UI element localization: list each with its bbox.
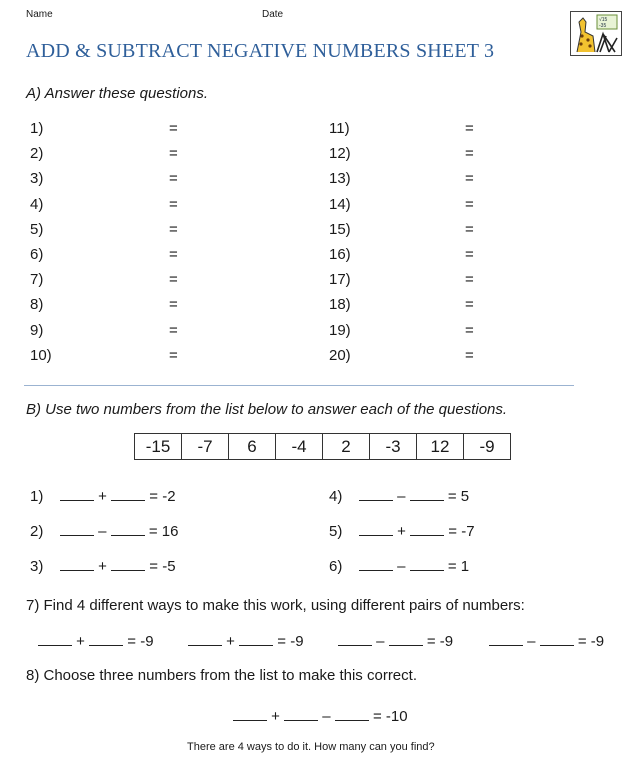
- question-number: 9): [30, 321, 44, 339]
- answer-blank[interactable]: [359, 521, 393, 536]
- answer-blank[interactable]: [359, 486, 393, 501]
- answer-space[interactable]: [183, 349, 273, 367]
- operator: –: [397, 558, 406, 575]
- equals-sign: =: [465, 246, 474, 263]
- question-number: 3): [30, 170, 44, 188]
- answer-space[interactable]: [183, 172, 273, 190]
- question-number: 4): [30, 195, 44, 213]
- number-cell: 12: [417, 434, 464, 460]
- question-number: 4): [329, 488, 343, 505]
- operator: +: [226, 633, 235, 650]
- question-number: 16): [329, 246, 351, 263]
- answer-space[interactable]: [479, 349, 569, 367]
- result: = 16: [148, 523, 179, 540]
- answer-blank[interactable]: [111, 486, 145, 501]
- q7-item: [38, 631, 154, 650]
- answer-space[interactable]: [479, 248, 569, 266]
- giraffe-logo-icon: [571, 12, 621, 55]
- question-number: 17): [329, 271, 351, 289]
- q8-op1: +: [271, 708, 280, 725]
- answer-space[interactable]: [479, 147, 569, 165]
- answer-blank[interactable]: [239, 631, 273, 646]
- equals-sign: =: [169, 246, 178, 263]
- date-label: Date: [262, 9, 284, 20]
- question-number: 5): [30, 220, 44, 238]
- result: = -2: [149, 488, 176, 505]
- answer-blank[interactable]: [89, 631, 123, 646]
- answer-space[interactable]: [479, 273, 569, 291]
- answer-blank[interactable]: [188, 631, 222, 646]
- question-number: 6): [30, 246, 44, 263]
- number-cell: -9: [464, 434, 511, 460]
- question-number: 3): [30, 558, 44, 575]
- equals-sign: =: [169, 271, 178, 289]
- answer-blank[interactable]: [284, 706, 318, 721]
- answer-blank[interactable]: [60, 521, 94, 536]
- equals-sign: =: [169, 120, 178, 137]
- number-list-row: [135, 434, 511, 460]
- q8-text: 8) Choose three numbers from the list to make this correct.: [26, 667, 417, 684]
- question-number: 19): [329, 321, 351, 339]
- answer-blank[interactable]: [60, 556, 94, 571]
- section-b-heading: B) Use two numbers from the list below to answer each of the questions.: [26, 401, 508, 418]
- answer-blank[interactable]: [338, 631, 372, 646]
- answer-space[interactable]: [479, 298, 569, 316]
- question-number: 2): [30, 145, 44, 163]
- operator: –: [98, 523, 107, 540]
- question-number: 1): [30, 488, 44, 505]
- question-number: 5): [329, 523, 343, 540]
- section-b-question: [30, 556, 176, 575]
- number-cell: 2: [323, 434, 370, 460]
- answer-space[interactable]: [183, 122, 273, 140]
- answer-blank[interactable]: [111, 521, 145, 536]
- q8-op2: –: [322, 708, 331, 725]
- answer-blank[interactable]: [540, 631, 574, 646]
- answer-space[interactable]: [183, 248, 273, 266]
- question-number: 18): [329, 296, 351, 314]
- result: = -5: [149, 558, 176, 575]
- question-number: 11): [329, 120, 350, 137]
- question-number: 7): [30, 271, 44, 289]
- equals-sign: =: [169, 145, 178, 163]
- equals-sign: =: [465, 271, 474, 289]
- answer-blank[interactable]: [359, 556, 393, 571]
- answer-blank[interactable]: [335, 706, 369, 721]
- result: = -9: [127, 633, 154, 650]
- answer-blank[interactable]: [489, 631, 523, 646]
- result: = -9: [577, 633, 605, 650]
- answer-space[interactable]: [183, 273, 273, 291]
- result: = -9: [277, 633, 304, 650]
- q8-result: = -10: [372, 708, 408, 725]
- answer-space[interactable]: [183, 223, 273, 241]
- answer-space[interactable]: [183, 147, 273, 165]
- section-b-question: [329, 486, 469, 505]
- section-b-question: [329, 521, 475, 540]
- answer-blank[interactable]: [410, 486, 444, 501]
- equals-sign: =: [169, 195, 178, 213]
- question-number: 10): [30, 346, 52, 364]
- q7-text: 7) Find 4 different ways to make this work, using different pairs of numbers:: [26, 597, 525, 614]
- answer-space[interactable]: [479, 324, 569, 342]
- number-cell: -4: [276, 434, 323, 460]
- number-list-table: [134, 433, 511, 460]
- equals-sign: =: [169, 220, 178, 238]
- answer-blank[interactable]: [60, 486, 94, 501]
- question-number: 15): [329, 220, 351, 238]
- number-list: [134, 433, 511, 460]
- answer-blank[interactable]: [233, 706, 267, 721]
- q7-item: [338, 631, 453, 650]
- section-b-question: [30, 486, 176, 505]
- equals-sign: =: [465, 145, 474, 163]
- q7-item: [188, 631, 304, 650]
- equals-sign: =: [169, 346, 178, 364]
- operator: –: [397, 488, 406, 505]
- equals-sign: =: [465, 220, 474, 238]
- section-a-heading: A) Answer these questions.: [26, 85, 209, 102]
- operator: +: [98, 558, 107, 575]
- operator: +: [98, 488, 107, 505]
- answer-space[interactable]: [479, 172, 569, 190]
- equals-sign: =: [465, 170, 474, 188]
- answer-blank[interactable]: [111, 556, 145, 571]
- question-number: 20): [329, 346, 351, 364]
- answer-blank[interactable]: [410, 556, 444, 571]
- question-number: 1): [30, 120, 44, 137]
- question-number: 14): [329, 195, 351, 213]
- number-cell: -3: [370, 434, 417, 460]
- equals-sign: =: [169, 321, 178, 339]
- name-label: Name: [26, 9, 53, 20]
- logo: [570, 11, 622, 56]
- question-number: 8): [30, 296, 44, 314]
- svg-text:√15: √15: [599, 17, 608, 23]
- result: = -9: [426, 633, 454, 650]
- section-b-question: [30, 521, 178, 540]
- number-cell: -15: [135, 434, 182, 460]
- question-number: 2): [30, 523, 44, 540]
- result: = -7: [448, 523, 475, 540]
- equals-sign: =: [465, 120, 474, 137]
- q7-item: [489, 631, 604, 650]
- equals-sign: =: [465, 296, 474, 314]
- answer-space[interactable]: [183, 324, 273, 342]
- number-cell: -7: [182, 434, 229, 460]
- question-number: 13): [329, 170, 351, 188]
- answer-space[interactable]: [479, 223, 569, 241]
- number-cell: 6: [229, 434, 276, 460]
- question-number: 12): [329, 145, 351, 163]
- operator: +: [397, 523, 406, 540]
- q8-note: There are 4 ways to do it. How many can you find?: [187, 741, 435, 753]
- equals-sign: =: [169, 170, 178, 188]
- equals-sign: =: [465, 346, 474, 364]
- result: = 5: [447, 488, 470, 505]
- question-number: 6): [329, 558, 343, 575]
- answer-space[interactable]: [183, 298, 273, 316]
- section-divider: [24, 385, 574, 386]
- answer-blank[interactable]: [38, 631, 72, 646]
- result: = 1: [447, 558, 470, 575]
- equals-sign: =: [465, 195, 474, 213]
- answer-space[interactable]: [479, 198, 569, 216]
- q8-equation: [233, 706, 408, 725]
- equals-sign: =: [465, 321, 474, 339]
- operator: –: [376, 633, 385, 650]
- operator: +: [76, 633, 85, 650]
- section-b-question: [329, 556, 469, 575]
- page-title: ADD & SUBTRACT NEGATIVE NUMBERS SHEET 3: [26, 40, 495, 62]
- operator: –: [527, 633, 536, 650]
- svg-text:-35: -35: [599, 23, 607, 29]
- equals-sign: =: [169, 296, 178, 314]
- answer-space[interactable]: [183, 198, 273, 216]
- answer-blank[interactable]: [389, 631, 423, 646]
- answer-blank[interactable]: [410, 521, 444, 536]
- answer-space[interactable]: [479, 122, 569, 140]
